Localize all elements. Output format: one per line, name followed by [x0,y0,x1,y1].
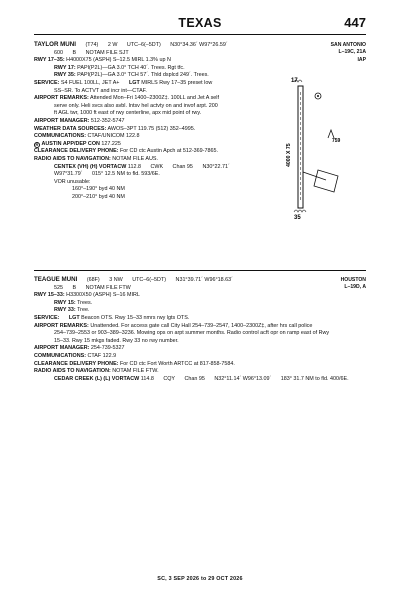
remarks-line: serve only. Heli svcs also avbl. Intsv hel actvty on and invof arpt. 200 [54,102,218,109]
communications [34,353,366,361]
runway-text: Tree. [77,307,90,314]
clearance-label: CLEARANCE DELIVERY PHONE: [34,148,119,155]
vortac-freq: 114.8 [140,375,154,382]
airport-elev-line [34,50,366,58]
chart-iap: IAP [357,56,366,63]
airport-coords: N31°39.71´ W96°18.63´ [175,277,233,283]
runway-text: H3300X50 (ASPH) S–16 MIRL [66,292,140,299]
remarks-line: Unattended. For access gate call City Hall 254–739–2547, 1400–2300Z‡, after hrs call police [90,322,313,329]
navaids-label: RADIO AIDS TO NAVIGATION: [34,368,111,375]
page-footer: SC, 3 SEP 2026 to 29 OCT 2026 [157,576,243,582]
runway-text: Trees. [77,299,93,306]
airport-fuel: B [72,49,77,56]
comm-label: COMMUNICATIONS: [34,133,87,140]
airport-notam: NOTAM FILE SJT [85,49,129,56]
runway-number-top: 17 [291,78,298,84]
trees-icon [294,210,306,212]
airport-entry-teague [34,276,366,383]
manager-phone: 254-739-5327 [90,345,125,352]
remarks-line: 254–739–2553 or 903–389–3236. Mowing ops on arpt summer months. Radio control acft opr on ramp east of Rwy [54,330,330,337]
vor-unusable-title: VOR unusable: [54,178,91,185]
airport-diagram [268,72,350,222]
lighting-label: LGT [128,79,140,86]
radio-aids [34,368,366,376]
vortac-channel: Chan 95 [184,375,205,382]
obstacle-elevation: 759 [332,138,341,144]
vortac-freq: 112.8 [127,163,141,170]
service-label: SERVICE: [34,79,60,86]
page-header [34,14,366,34]
airport-name: TEAGUE MUNI [34,276,78,283]
chart-enroute: L–19D, A [344,284,366,291]
navaids-text: NOTAM FILE AUS. [112,155,158,162]
header-rule [34,34,366,35]
remarks-line: ft AGL twr, 1000 ft east of rwy centerline, apx mid point of rwy. [54,110,202,117]
airport-ident: (T74) [85,42,99,48]
navaids-label: RADIO AIDS TO NAVIGATION: [34,155,111,162]
manager-phone: 512-352-5747 [90,117,125,124]
airport-name-line [34,276,366,285]
weather-label: WEATHER DATA SOURCES: [34,125,107,132]
airport-utc: UTC–6(–5DT) [132,277,167,283]
clearance-delivery [34,361,366,369]
remarks-line: Attended Mon–Fri 1400–2300Z‡. 100LL and Jet A self [90,95,219,102]
airport-elev-line [34,285,366,293]
remarks-label: AIRPORT REMARKS: [34,322,89,329]
service-label: SERVICE: [34,314,60,321]
approach-freq: 127.225 [101,140,121,147]
clearance-text: For CD ctc Austin Apch at 512-369-7865. [119,148,218,155]
runway-label: RWY 33: [54,307,76,314]
entry-separator [34,270,366,271]
chart-region: HOUSTON [340,277,366,283]
manager-label: AIRPORT MANAGER: [34,345,90,352]
vortac-label: CEDAR CREEK (L) (L) VORTACW [54,375,140,382]
navaids-text: NOTAM FILE FTW. [112,368,159,375]
vortac-radial: 015° 12.5 NM to fld. 593/6E. [92,171,160,178]
beacon-dot [317,95,319,97]
vortac-radial: 183° 31.7 NM to fld. 400/6E. [280,375,349,382]
vortac-coords-cont: W97°31.79´ [54,171,83,178]
apron [314,170,338,192]
runway-15-33 [34,292,366,300]
vortac-coords: N30°22.71´ [202,163,230,170]
airport-elevation: 525 [54,284,63,291]
runway-15 [34,300,366,308]
runway-label: RWY 35: [54,72,76,79]
runway-label: RWY 17: [54,64,76,71]
weather-text: AWOS–3PT 119.75 (512) 352–4995. [107,125,196,132]
vortac-label: CENTEX (VH) (H) VORTACW [54,163,127,170]
runway-text: PAPI(P2L)—GA 3.0° TCH 57´. Thld dsplcd 249´. Trees. [77,72,209,79]
clearance-text: For CD ctc Fort Worth ARTCC at 817-858-7584. [119,360,235,367]
runway-text: H4000X75 (ASPH) S–12.5 MIRL 1.3% up N [66,57,171,64]
runway-text: PAPI(P2L)—GA 3.0° TCH 40´. Trees. Rgt tfc. [77,64,185,71]
comm-text: CTAF 122.9 [87,352,117,359]
vortac-channel: Chan 95 [172,163,193,170]
runway-label: RWY 15: [54,299,76,306]
approach-label: AUSTIN APP/DEP CON [41,140,100,147]
chart-enroute: L–19C, 21A [338,49,366,56]
runway-33 [34,307,366,315]
service-text: Beacon OTS. Rwy 15–33 nmrs rwy lgts OTS. [81,314,190,321]
airport-name: TAYLOR MUNI [34,41,76,48]
manager-label: AIRPORT MANAGER: [34,117,90,124]
airport-utc: UTC–6(–5DT) [126,42,161,48]
vortac-line [34,376,366,384]
comm-label: COMMUNICATIONS: [34,352,87,359]
page-title: TEXAS [178,16,222,30]
obstacle-icon [328,130,334,138]
taxiway [303,172,326,180]
vortac-coords: N32°11.14´ W96°13.09´ [214,375,272,382]
airport-coords: N30°34.36´ W97°26.59´ [170,42,228,48]
chart-region: SAN ANTONIO [330,42,366,48]
vortac-id: CWK [150,163,164,170]
airport-elevation: 600 [54,49,63,56]
airport-manager [34,345,366,353]
radar-circle-icon: R [35,141,39,147]
clearance-label: CLEARANCE DELIVERY PHONE: [34,360,119,367]
airport-notam: NOTAM FILE FTW [85,284,131,291]
airport-location: 3 NW [109,277,123,283]
airport-name-line [34,41,366,50]
airport-location: 2 W [107,42,118,48]
lighting-text: MIRLS Rwy 17–35 preset low [141,79,213,86]
vor-unusable-range: 200°–210° byd 40 NM [72,193,125,200]
page-number: 447 [344,15,366,30]
runway-label: RWY 15–33: [34,292,65,299]
runway-number-bottom: 35 [294,215,301,221]
vor-unusable-range: 160°–190° byd 40 NM [72,186,125,193]
comm-text: CTAF/UNICOM 122.8 [87,133,140,140]
service-line [34,315,366,323]
runway-17-35 [34,57,366,65]
service-continued: SS–SR. To ACTVT and incr int—CTAF. [54,87,147,94]
vortac-id: CQY [163,375,175,382]
runway-label: RWY 17–35: [34,57,65,64]
remarks-line: 15–33. Rwy 15 mkgs faded. Rwy 33 no rwy number. [54,337,179,344]
airport-ident: (68F) [86,277,100,283]
runway-dimensions: 4000 X 75 [286,143,292,167]
remarks-label: AIRPORT REMARKS: [34,95,89,102]
lighting-label: LGT [68,314,80,321]
airport-remarks [34,323,366,331]
airport-fuel: B [72,284,77,291]
service-text: S4 FUEL 100LL, JET A+ [60,79,120,86]
